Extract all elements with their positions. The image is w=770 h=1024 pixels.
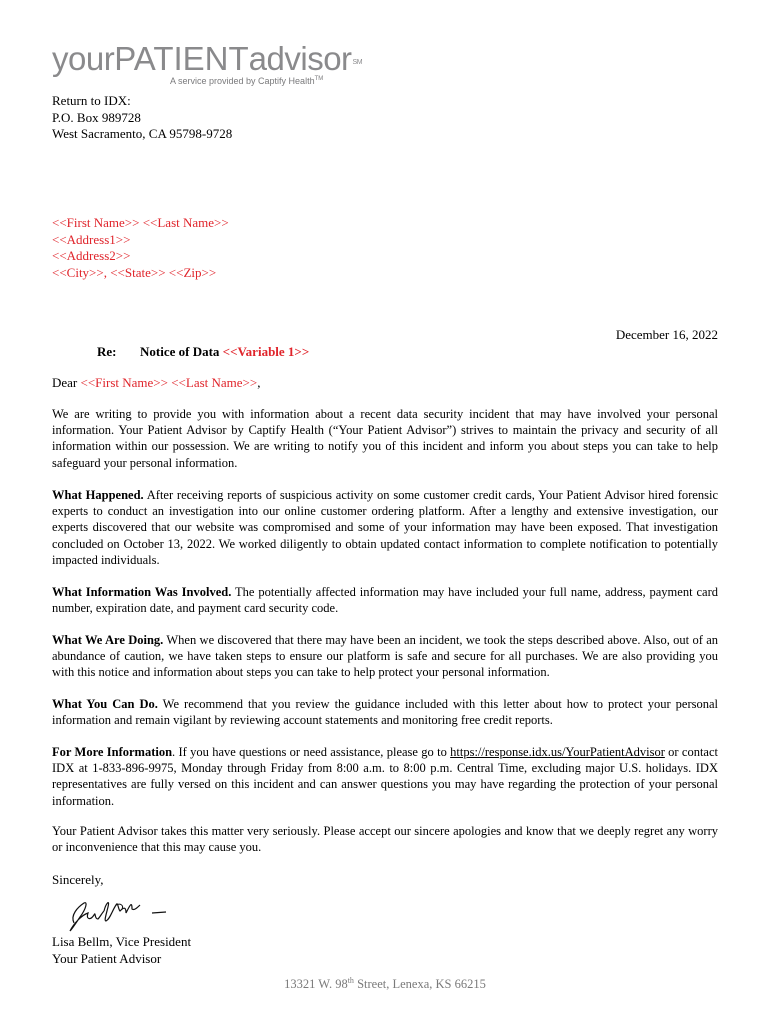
return-address-line: Return to IDX: <box>52 93 131 108</box>
what-info-paragraph <box>52 584 718 616</box>
recipient-line: <<Address1>> <box>52 231 131 247</box>
company-logo <box>52 40 372 92</box>
footer-address-post: Street, Lenexa, KS 66215 <box>353 977 486 992</box>
salutation-prefix: Dear <box>52 375 81 390</box>
what-can-paragraph <box>52 696 718 728</box>
closing: Sincerely, <box>52 872 104 887</box>
what-doing-heading: What We Are Doing. <box>52 633 164 647</box>
footer-address-sup: th <box>347 976 354 985</box>
recipient-address <box>52 215 229 281</box>
return-address <box>52 93 232 143</box>
salutation <box>52 375 260 392</box>
closing-paragraph: Your Patient Advisor takes this matter very seriously. Please accept our sincere apologies and know that we deeply regret any worry or inconvenience that this may cause you. <box>52 824 718 855</box>
more-info-pre: . If you have questions or need assistance, please go to <box>172 745 451 759</box>
what-info-heading: What Information Was Involved. <box>52 585 232 599</box>
salutation-name: <<First Name>> <<Last Name>> <box>80 375 258 390</box>
return-address-line: P.O. Box 989728 <box>52 109 141 125</box>
signer-block <box>52 934 191 967</box>
recipient-line: <<Address2>> <box>52 248 131 263</box>
logo-caps: PATIENT <box>114 40 249 77</box>
logo-prefix: your <box>52 40 115 77</box>
logo-tagline <box>170 76 323 86</box>
signer-org: Your Patient Advisor <box>52 950 162 966</box>
more-info-heading: For More Information <box>52 745 173 759</box>
return-address-line: West Sacramento, CA 95798-9728 <box>52 126 233 141</box>
logo-tagline-mark: TM <box>314 76 324 82</box>
response-link[interactable]: https://response.idx.us/YourPatientAdvisor <box>450 745 665 759</box>
logo-tagline-text: A service provided by Captify Health <box>170 76 315 86</box>
subject-line <box>97 344 309 360</box>
what-happened-heading: What Happened. <box>52 488 144 502</box>
letter-date: December 16, 2022 <box>615 327 718 342</box>
what-doing-paragraph <box>52 632 718 681</box>
what-happened-text: After receiving reports of suspicious activity on some customer credit cards, Your Patient Advisor hired forensic experts to conduct an investigation into our online customer ordering platform. After a lengthy and extensive investigation, our experts discovered that our website was compromised and some of your information may have been exposed. That investigation concluded on October 13, 2022. We worked diligently to obtain updated contact information to complete notification to potentially impacted individuals. <box>52 488 718 567</box>
salutation-suffix: , <box>257 375 261 390</box>
subject-text: Notice of Data <box>140 344 223 359</box>
more-info-post: or contact IDX at 1-833-896-9975, Monday through Friday from 8:00 a.m. to 8:00 p.m. Central Time, excluding major U.S. holidays. IDX representatives are fully versed on this incident and can answer questions you may have regarding the protection of your personal information. <box>52 745 718 808</box>
recipient-line: <<City>>, <<State>> <<Zip>> <box>52 264 217 280</box>
footer-address-pre: 13321 W. 98 <box>284 977 348 992</box>
what-doing-text: When we discovered that there may have been an incident, we took the steps described above. Also, out of an abundance of caution, we have taken steps to ensure our platform is safe and secure for all purchases. We are also providing you with this notice and information about steps you can take to help protect your personal information. <box>52 633 718 680</box>
signature-image <box>60 893 190 935</box>
subject-variable: <<Variable 1>> <box>222 344 310 359</box>
what-can-heading: What You Can Do. <box>52 697 158 711</box>
what-can-text: We recommend that you review the guidance included with this letter about how to protect your personal information and remain vigilant by reviewing account statements and monitoring free credit reports. <box>52 697 718 728</box>
subject-label: Re: <box>97 344 117 359</box>
logo-service-mark: SM <box>352 59 363 66</box>
intro-paragraph: We are writing to provide you with information about a recent data security incident that may have involved your personal information. Your Patient Advisor by Captify Health (“Your Patient Advisor”) strives to maintain the privacy and security of all information within our possession. We are writing to notify you of this incident and inform you about steps you can take to help safeguard your personal information. <box>52 407 718 470</box>
recipient-line: <<First Name>> <<Last Name>> <box>52 215 229 230</box>
what-info-text: The potentially affected information may have included your full name, address, payment card number, expiration date, and payment card security code. <box>52 585 718 616</box>
logo-wordmark <box>52 40 372 78</box>
more-info-paragraph <box>52 744 718 809</box>
signer-name: Lisa Bellm, Vice President <box>52 934 192 949</box>
footer-address <box>0 976 770 992</box>
what-happened-paragraph <box>52 487 718 568</box>
logo-suffix: advisor <box>248 40 352 77</box>
